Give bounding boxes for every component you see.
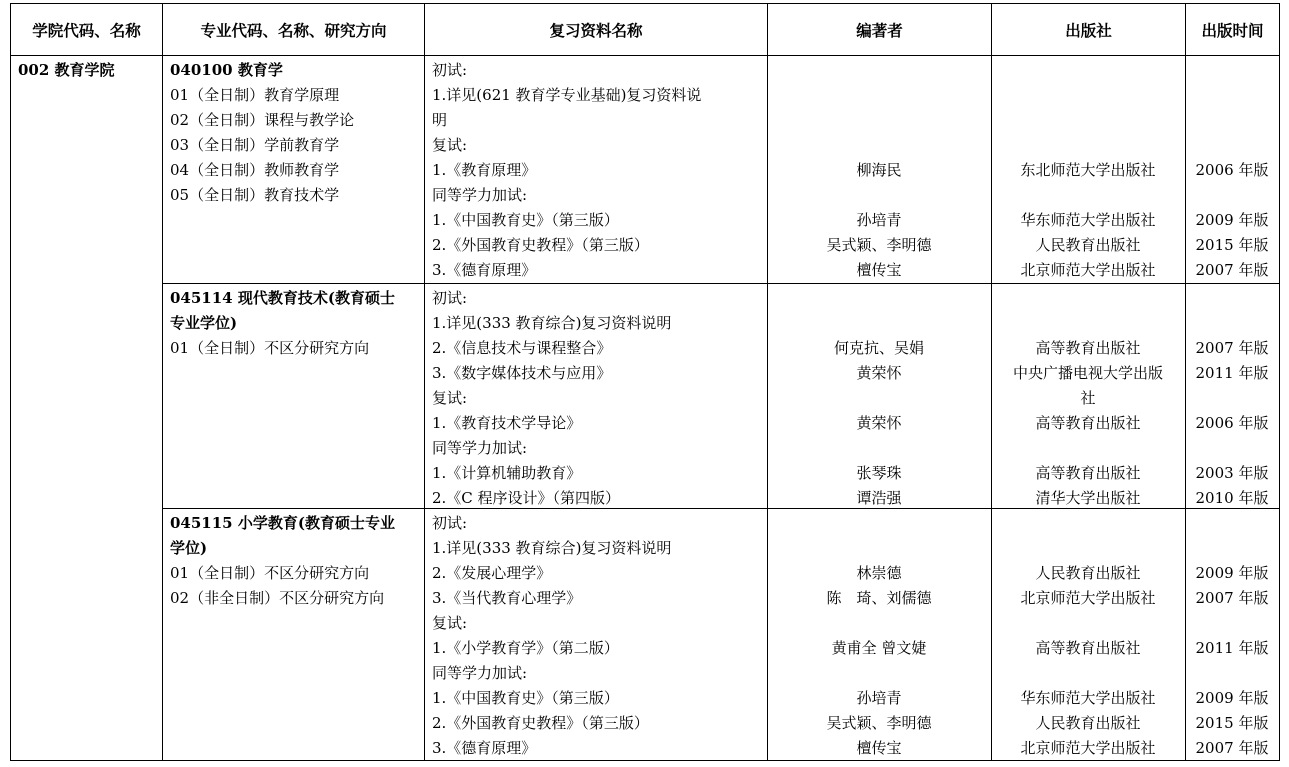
header-author: 编著者 xyxy=(856,20,903,40)
material-title: 初试: xyxy=(432,289,468,307)
publisher: 北京师范大学出版社 xyxy=(1020,739,1156,757)
material-title: 2.《外国教育史教程》（第三版） xyxy=(432,714,649,732)
research-direction: 02（全日制）课程与教学论 xyxy=(170,111,355,129)
major-title: 045115 小学教育(教育硕士专业 xyxy=(170,514,395,532)
author: 吴式颖、李明德 xyxy=(826,236,932,254)
publisher: 中央广播电视大学出版 xyxy=(1012,364,1163,382)
author: 檀传宝 xyxy=(856,261,902,279)
publish-year: 2007 年版 xyxy=(1195,589,1269,607)
publish-year: 2010 年版 xyxy=(1195,489,1269,507)
major-title: 040100 教育学 xyxy=(170,61,283,79)
author: 黄荣怀 xyxy=(856,414,902,432)
publisher: 北京师范大学出版社 xyxy=(1020,261,1156,279)
material-title: 1.《小学教育学》（第二版） xyxy=(432,639,619,657)
material-title: 1.《教育原理》 xyxy=(432,161,537,179)
research-direction: 01（全日制）不区分研究方向 xyxy=(170,339,370,357)
publish-year: 2011 年版 xyxy=(1195,364,1269,382)
header-college: 学院代码、名称 xyxy=(32,20,141,40)
publisher: 高等教育出版社 xyxy=(1035,339,1141,357)
material-title: 1.详见(333 教育综合)复习资料说明 xyxy=(432,314,672,332)
material-title: 1.详见(333 教育综合)复习资料说明 xyxy=(432,539,672,557)
research-direction: 05（全日制）教育技术学 xyxy=(170,186,340,204)
publish-year: 2006 年版 xyxy=(1195,161,1269,179)
publish-year: 2009 年版 xyxy=(1195,689,1269,707)
publish-year: 2006 年版 xyxy=(1195,414,1269,432)
publisher: 北京师范大学出版社 xyxy=(1020,589,1156,607)
header-material: 复习资料名称 xyxy=(549,20,643,40)
publish-year: 2009 年版 xyxy=(1195,211,1269,229)
material-title: 3.《数字媒体技术与应用》 xyxy=(432,364,612,382)
major-title: 学位) xyxy=(170,539,208,557)
author: 谭浩强 xyxy=(856,489,902,507)
publish-year: 2015 年版 xyxy=(1195,236,1269,254)
material-title: 明 xyxy=(432,111,448,129)
author: 何克抗、吴娟 xyxy=(833,339,924,357)
header-major: 专业代码、名称、研究方向 xyxy=(200,20,387,40)
research-direction: 01（全日制）教育学原理 xyxy=(170,86,340,104)
research-direction: 03（全日制）学前教育学 xyxy=(170,136,340,154)
author: 檀传宝 xyxy=(856,739,902,757)
grid-line-vertical xyxy=(162,3,163,761)
major-title: 专业学位) xyxy=(170,314,238,332)
author: 林崇德 xyxy=(856,564,902,582)
author: 黄荣怀 xyxy=(856,364,902,382)
material-title: 3.《当代教育心理学》 xyxy=(432,589,582,607)
material-title: 1.《中国教育史》（第三版） xyxy=(432,211,619,229)
material-title: 1.《计算机辅助教育》 xyxy=(432,464,582,482)
publish-year: 2007 年版 xyxy=(1195,339,1269,357)
publisher: 高等教育出版社 xyxy=(1035,414,1141,432)
publisher: 东北师范大学出版社 xyxy=(1020,161,1156,179)
material-title: 1.详见(621 教育学专业基础)复习资料说 xyxy=(432,86,702,104)
header-publisher: 出版社 xyxy=(1065,20,1112,40)
publisher: 人民教育出版社 xyxy=(1035,236,1141,254)
material-title: 2.《C 程序设计》（第四版） xyxy=(432,489,621,507)
publisher: 华东师范大学出版社 xyxy=(1020,689,1156,707)
material-title: 复试: xyxy=(432,136,468,154)
material-title: 3.《德育原理》 xyxy=(432,739,537,757)
publisher: 华东师范大学出版社 xyxy=(1020,211,1156,229)
publisher: 人民教育出版社 xyxy=(1035,564,1141,582)
author: 孙培青 xyxy=(856,689,902,707)
material-title: 1.《中国教育史》（第三版） xyxy=(432,689,619,707)
grid-line-vertical xyxy=(1279,3,1280,761)
material-title: 2.《外国教育史教程》（第三版） xyxy=(432,236,649,254)
publish-year: 2007 年版 xyxy=(1195,739,1269,757)
material-title: 同等学力加试: xyxy=(432,186,528,204)
material-title: 2.《发展心理学》 xyxy=(432,564,552,582)
publisher: 高等教育出版社 xyxy=(1035,464,1141,482)
author: 柳海民 xyxy=(856,161,902,179)
research-direction: 02（非全日制）不区分研究方向 xyxy=(170,589,385,607)
publisher: 高等教育出版社 xyxy=(1035,639,1141,657)
publisher: 人民教育出版社 xyxy=(1035,714,1141,732)
grid-line-vertical xyxy=(10,3,11,761)
author: 黄甫全 曾文婕 xyxy=(831,639,927,657)
material-title: 1.《教育技术学导论》 xyxy=(432,414,582,432)
publish-year: 2007 年版 xyxy=(1195,261,1269,279)
material-title: 复试: xyxy=(432,389,468,407)
publisher: 清华大学出版社 xyxy=(1035,489,1141,507)
material-title: 3.《德育原理》 xyxy=(432,261,537,279)
major-title: 045114 现代教育技术(教育硕士 xyxy=(170,289,395,307)
college-name: 002 教育学院 xyxy=(18,61,115,79)
header-year: 出版时间 xyxy=(1201,20,1264,40)
material-title: 2.《信息技术与课程整合》 xyxy=(432,339,612,357)
material-title: 初试: xyxy=(432,514,468,532)
material-title: 同等学力加试: xyxy=(432,664,528,682)
author: 吴式颖、李明德 xyxy=(826,714,932,732)
publisher: 社 xyxy=(1080,389,1096,407)
grid-line-vertical xyxy=(424,3,425,761)
publish-year: 2003 年版 xyxy=(1195,464,1269,482)
material-title: 复试: xyxy=(432,614,468,632)
publish-year: 2015 年版 xyxy=(1195,714,1269,732)
material-title: 初试: xyxy=(432,61,468,79)
grid-line-horizontal xyxy=(162,283,1280,284)
publish-year: 2009 年版 xyxy=(1195,564,1269,582)
grid-line-horizontal xyxy=(10,55,1280,56)
author: 张琴珠 xyxy=(856,464,902,482)
author: 陈 琦、刘儒德 xyxy=(826,589,932,607)
research-direction: 01（全日制）不区分研究方向 xyxy=(170,564,370,582)
material-title: 同等学力加试: xyxy=(432,439,528,457)
publish-year: 2011 年版 xyxy=(1195,639,1269,657)
research-direction: 04（全日制）教师教育学 xyxy=(170,161,340,179)
author: 孙培青 xyxy=(856,211,902,229)
